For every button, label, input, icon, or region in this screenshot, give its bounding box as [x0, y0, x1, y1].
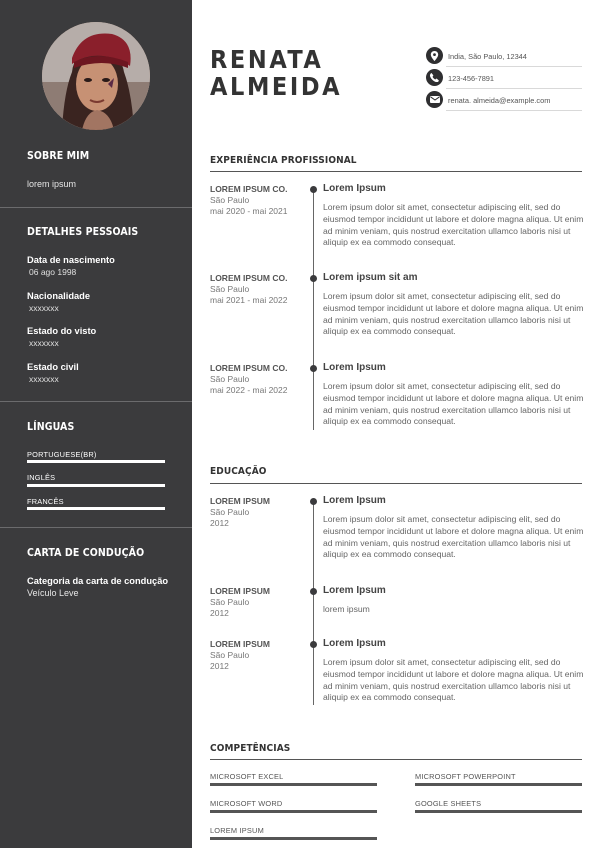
employment-dates: mai 2020 - mai 2021	[210, 206, 288, 216]
degree-description: lorem ipsum	[323, 604, 370, 614]
drivers-license-title: CARTA DE CONDUÇÃO	[27, 547, 145, 559]
education-title: EDUCAÇÃO	[210, 466, 267, 477]
contact-divider	[446, 110, 582, 111]
marital-status-value: xxxxxxx	[29, 374, 59, 384]
degree-description: Lorem ipsum dolor sit amet, consectetur adipiscing elit, sed do eiusmod tempor incididunt ut labore et dolore magna aliqua. Ut enim ad minim veniam, quis nostrud exercitation ullamco laboris nisi ut aliquip ex ea commodo consequat.	[323, 514, 584, 560]
language-level-bar	[27, 460, 165, 463]
profile-photo	[42, 22, 150, 130]
contact-divider	[446, 88, 582, 89]
personal-details-title: DETALHES PESSOAIS	[27, 226, 139, 238]
skill-name: MICROSOFT WORD	[210, 799, 283, 808]
timeline-dot	[310, 588, 317, 595]
skill-name: GOOGLE SHEETS	[415, 799, 482, 808]
sidebar	[0, 0, 192, 848]
skill-level-bar	[415, 783, 582, 786]
skill-level-bar	[415, 810, 582, 813]
school-city: São Paulo	[210, 650, 250, 660]
timeline-line	[313, 188, 314, 430]
license-category-value: Veículo Leve	[27, 588, 79, 598]
language-name: FRANCÊS	[27, 497, 64, 506]
phone-text: 123-456-7891	[448, 74, 495, 83]
timeline-dot	[310, 365, 317, 372]
employer-name: LOREM IPSUM CO.	[210, 363, 288, 373]
timeline-dot	[310, 186, 317, 193]
envelope-icon	[426, 91, 443, 108]
graduation-year: 2012	[210, 661, 229, 671]
skill-level-bar	[210, 783, 377, 786]
last-name: ALMEIDA	[210, 72, 343, 101]
employer-name: LOREM IPSUM CO.	[210, 273, 288, 283]
skill-level-bar	[210, 810, 377, 813]
skill-level-bar	[210, 837, 377, 840]
graduation-year: 2012	[210, 518, 229, 528]
divider	[0, 207, 192, 208]
employer-name: LOREM IPSUM CO.	[210, 184, 288, 194]
language-name: PORTUGUESE(BR)	[27, 450, 97, 459]
degree-title: Lorem Ipsum	[323, 495, 386, 506]
timeline-dot	[310, 498, 317, 505]
about-text: lorem ipsum	[27, 179, 77, 189]
job-title: Lorem Ipsum	[323, 362, 386, 373]
skill-name: MICROSOFT POWERPOINT	[415, 772, 516, 781]
skills-title: COMPETÊNCIAS	[210, 743, 291, 754]
degree-title: Lorem Ipsum	[323, 585, 386, 596]
job-description: Lorem ipsum dolor sit amet, consectetur adipiscing elit, sed do eiusmod tempor incididunt ut labore et dolore magna aliqua. Ut enim ad minim veniam, quis nostrud exercitation ullamco laboris nisi ut aliquip ex ea commodo consequat.	[323, 202, 584, 248]
location-text: India, São Paulo, 12344	[448, 52, 527, 61]
employer-city: São Paulo	[210, 195, 250, 205]
visa-status-value: xxxxxxx	[29, 338, 59, 348]
divider	[0, 527, 192, 528]
contact-divider	[446, 66, 582, 67]
employment-dates: mai 2022 - mai 2022	[210, 385, 288, 395]
section-rule	[210, 759, 582, 760]
license-category-label: Categoria da carta de condução	[27, 576, 169, 586]
language-name: INGLÊS	[27, 473, 56, 482]
experience-title: EXPERIÊNCIA PROFISSIONAL	[210, 155, 357, 166]
degree-description: Lorem ipsum dolor sit amet, consectetur adipiscing elit, sed do eiusmod tempor incididunt ut labore et dolore magna aliqua. Ut enim ad minim veniam, quis nostrud exercitation ullamco laboris nisi ut aliquip ex ea commodo consequat.	[323, 657, 584, 703]
employment-dates: mai 2021 - mai 2022	[210, 295, 288, 305]
job-title: Lorem ipsum sit am	[323, 272, 418, 283]
skill-name: LOREM IPSUM	[210, 826, 264, 835]
about-title: SOBRE MIM	[27, 150, 90, 162]
first-name: RENATA	[210, 45, 324, 74]
school-city: São Paulo	[210, 507, 250, 517]
language-level-bar	[27, 507, 165, 510]
timeline-dot	[310, 641, 317, 648]
birthdate-label: Data de nascimento	[27, 255, 115, 265]
job-title: Lorem Ipsum	[323, 183, 386, 194]
graduation-year: 2012	[210, 608, 229, 618]
school-name: LOREM IPSUM	[210, 586, 270, 596]
languages-title: LÍNGUAS	[27, 421, 75, 433]
marital-status-label: Estado civil	[27, 362, 79, 372]
employer-city: São Paulo	[210, 374, 250, 384]
nationality-label: Nacionalidade	[27, 291, 91, 301]
divider	[0, 401, 192, 402]
skill-name: MICROSOFT EXCEL	[210, 772, 284, 781]
birthdate-value: 06 ago 1998	[29, 267, 77, 277]
phone-icon	[426, 69, 443, 86]
job-description: Lorem ipsum dolor sit amet, consectetur adipiscing elit, sed do eiusmod tempor incididunt ut labore et dolore magna aliqua. Ut enim ad minim veniam, quis nostrud exercitation ullamco laboris nisi ut aliquip ex ea commodo consequat.	[323, 291, 584, 337]
school-name: LOREM IPSUM	[210, 639, 270, 649]
degree-title: Lorem Ipsum	[323, 638, 386, 649]
email-text: renata. almeida@example.com	[448, 96, 551, 105]
map-pin-icon	[426, 47, 443, 64]
school-city: São Paulo	[210, 597, 250, 607]
timeline-line	[313, 500, 314, 705]
language-level-bar	[27, 484, 165, 487]
section-rule	[210, 171, 582, 172]
timeline-dot	[310, 275, 317, 282]
job-description: Lorem ipsum dolor sit amet, consectetur adipiscing elit, sed do eiusmod tempor incididunt ut labore et dolore magna aliqua. Ut enim ad minim veniam, quis nostrud exercitation ullamco laboris nisi ut aliquip ex ea commodo consequat.	[323, 381, 584, 427]
employer-city: São Paulo	[210, 284, 250, 294]
section-rule	[210, 483, 582, 484]
visa-status-label: Estado do visto	[27, 326, 97, 336]
nationality-value: xxxxxxx	[29, 303, 59, 313]
school-name: LOREM IPSUM	[210, 496, 270, 506]
